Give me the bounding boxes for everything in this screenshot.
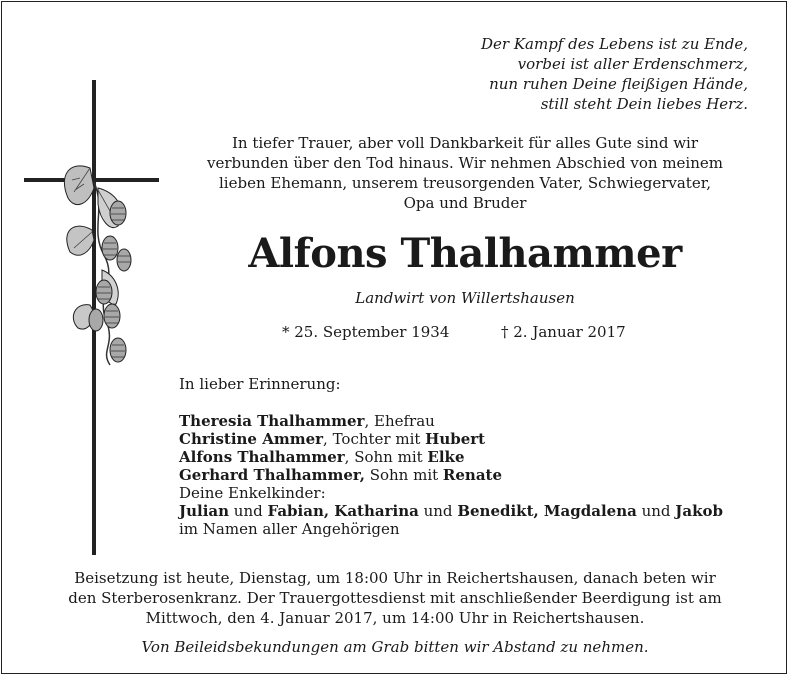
poem (481, 34, 748, 114)
member-partner: Hubert (425, 430, 486, 448)
grandchild-name: Jakob (675, 502, 723, 520)
funeral-info (20, 568, 770, 628)
member-name: Alfons Thalhammer (179, 448, 345, 466)
deceased-name: Alfons Thalhammer (248, 230, 682, 277)
member-relation: Sohn mit (364, 466, 443, 484)
death-date: † 2. Januar 2017 (501, 323, 626, 341)
family-member (179, 448, 723, 466)
member-partner: Renate (442, 466, 503, 484)
funeral-line: Beisetzung ist heute, Dienstag, um 18:00 Uhr in Reichertshausen, danach beten wir (74, 569, 716, 587)
intro-text (150, 133, 780, 213)
conjunction: und (418, 502, 458, 520)
member-relation: , Ehefrau (364, 412, 435, 430)
conjunction: und (636, 502, 676, 520)
closing-note: Von Beileidsbekundungen am Grab bitten wir Abstand zu nehmen. (141, 638, 649, 656)
memory-label: In lieber Erinnerung: (179, 375, 341, 393)
deceased-occupation: Landwirt von Willertshausen (355, 289, 575, 307)
funeral-line: Mittwoch, den 4. Januar 2017, um 14:00 Uhr in Reichertshausen. (145, 609, 645, 627)
intro-line: lieben Ehemann, unserem treusorgenden Vater, Schwiegervater, (219, 174, 711, 192)
member-partner: Elke (427, 448, 465, 466)
intro-line: verbunden über den Tod hinaus. Wir nehmen Abschied von meinem (207, 154, 723, 172)
grandchildren-label: Deine Enkelkinder: (179, 484, 326, 502)
member-name: Christine Ammer (179, 430, 324, 448)
grandchild-name: Julian (179, 502, 230, 520)
birth-date: * 25. September 1934 (282, 323, 450, 341)
family-member (179, 466, 723, 484)
relatives-line: im Namen aller Angehörigen (179, 520, 400, 538)
poem-line: Der Kampf des Lebens ist zu Ende, (480, 35, 748, 53)
intro-line: Opa und Bruder (403, 194, 527, 212)
grandchild-name: Benedikt, Magdalena (457, 502, 637, 520)
grandchildren-list (179, 502, 723, 520)
member-name: Gerhard Thalhammer, (179, 466, 365, 484)
member-relation: , Tochter mit (323, 430, 426, 448)
grandchild-name: Fabian, Katharina (267, 502, 419, 520)
family-member (179, 430, 723, 448)
funeral-line: den Sterberosenkranz. Der Trauergottesdienst mit anschließender Beerdigung ist am (68, 589, 722, 607)
poem-line: nun ruhen Deine fleißigen Hände, (489, 75, 748, 93)
family-list (179, 412, 723, 538)
family-member (179, 412, 723, 430)
member-name: Theresia Thalhammer (179, 412, 365, 430)
conjunction: und (229, 502, 268, 520)
intro-line: In tiefer Trauer, aber voll Dankbarkeit für alles Gute sind wir (231, 134, 699, 152)
member-relation: , Sohn mit (344, 448, 428, 466)
cross-with-hop-vine-icon (20, 80, 170, 555)
poem-line: still steht Dein liebes Herz. (540, 95, 748, 113)
poem-line: vorbei ist aller Erdenschmerz, (517, 55, 748, 73)
